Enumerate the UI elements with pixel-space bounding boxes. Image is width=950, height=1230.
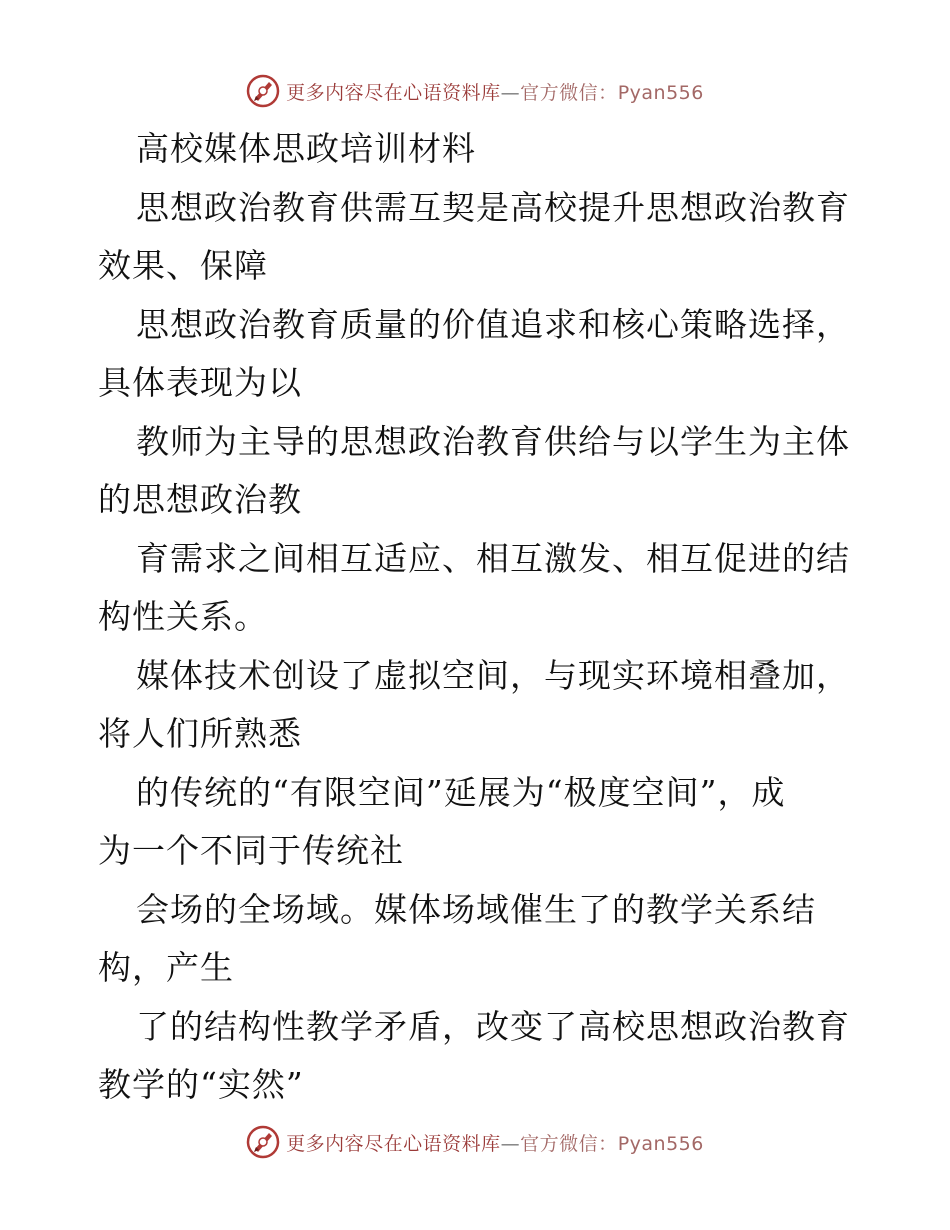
text-line: 了的结构性教学矛盾，改变了高校思想政治教育	[136, 1006, 850, 1046]
header-wechat-label: 官方微信：	[520, 81, 618, 104]
footer-banner-content	[246, 1125, 704, 1159]
quill-logo-icon	[246, 1125, 280, 1159]
paragraph-lines	[98, 179, 858, 1115]
text-line: 具体表现为以	[98, 363, 302, 402]
text-line: 育需求之间相互适应、相互激发、相互促进的结	[136, 538, 850, 578]
text-line: 教学的“实然”	[98, 1065, 304, 1104]
text-line: 构性关系。	[98, 597, 268, 636]
footer-wechat-id: Pyan556	[617, 1132, 704, 1155]
document-body	[98, 120, 858, 1115]
header-site-text: 更多内容尽在心语资料库	[286, 81, 501, 104]
header-wechat-id: Pyan556	[617, 81, 704, 104]
header-banner	[0, 71, 950, 111]
footer-wechat-label: 官方微信：	[520, 1132, 618, 1155]
text-line: 将人们所熟悉	[98, 714, 302, 753]
text-line: 思想政治教育质量的价值追求和核心策略选择，	[136, 304, 850, 344]
text-line: 思想政治教育供需互契是高校提升思想政治教育	[136, 187, 850, 227]
text-line: 教师为主导的思想政治教育供给与以学生为主体	[136, 421, 850, 461]
footer-banner-text	[286, 1129, 704, 1156]
header-separator: —	[500, 81, 521, 104]
text-line: 的思想政治教	[98, 480, 302, 519]
text-line: 为一个不同于传统社	[98, 831, 404, 870]
text-line: 构，产生	[98, 948, 234, 987]
quill-logo-icon	[246, 74, 280, 108]
text-line: 会场的全场域。媒体场域催生了的教学关系结	[136, 889, 816, 929]
document-title: 高校媒体思政培训材料	[136, 129, 476, 168]
header-banner-text	[286, 78, 704, 105]
text-line: 媒体技术创设了虚拟空间，与现实环境相叠加，	[136, 655, 850, 695]
header-banner-content	[246, 74, 704, 108]
footer-banner	[0, 1122, 950, 1162]
text-line: 效果、保障	[98, 246, 268, 285]
footer-separator: —	[500, 1132, 521, 1155]
footer-site-text: 更多内容尽在心语资料库	[286, 1132, 501, 1155]
text-line: 的传统的“有限空间”延展为“极度空间”，成	[136, 772, 786, 812]
